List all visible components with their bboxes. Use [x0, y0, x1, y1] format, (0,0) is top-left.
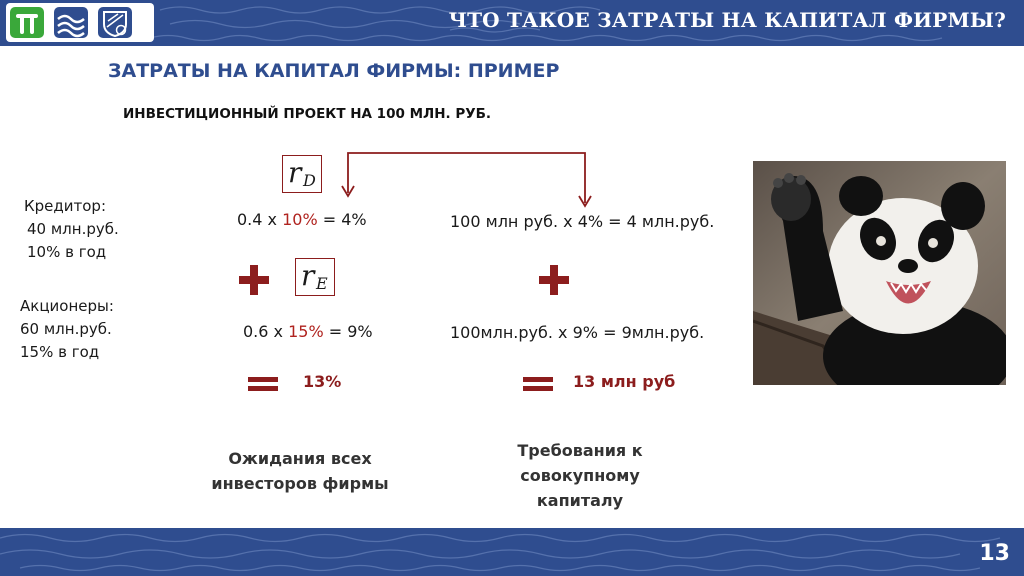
- debt-weight-result: = 4%: [317, 210, 367, 229]
- plus-icon: [539, 270, 569, 290]
- capital-caption-line: капиталу: [536, 491, 624, 510]
- debt-weight-prefix: 0.4 x: [237, 210, 283, 229]
- creditor-label: Кредитор:: [24, 197, 107, 215]
- section-heading: ЗАТРАТЫ НА КАПИТАЛ ФИРМЫ: ПРИМЕР: [108, 60, 560, 82]
- re-letter: r: [301, 259, 315, 292]
- debt-weight-formula: [237, 210, 367, 229]
- slide-title: ЧТО ТАКОЕ ЗАТРАТЫ НА КАПИТАЛ ФИРМЫ?: [448, 8, 1006, 32]
- header-band: [0, 0, 1024, 46]
- capital-caption: [505, 438, 655, 513]
- creditor-rate: 10% в год: [27, 243, 107, 261]
- waves-logo-icon: [54, 7, 88, 38]
- re-symbol-box: [295, 258, 335, 296]
- shareholders-rate: 15% в год: [20, 343, 100, 361]
- capital-caption-line: Требования к: [517, 441, 643, 460]
- equals-icon: [248, 377, 278, 391]
- investors-caption: [195, 446, 405, 496]
- rd-letter: r: [288, 156, 302, 189]
- equity-rate-highlight: 15%: [288, 322, 324, 341]
- equity-amount-formula: 100млн.руб. x 9% = 9млн.руб.: [450, 323, 705, 342]
- page-number: 13: [979, 541, 1010, 566]
- shareholders-block: [20, 295, 114, 364]
- shareholders-amount: 60 млн.руб.: [20, 320, 112, 338]
- investors-caption-line: Ожидания всех: [228, 449, 372, 468]
- debt-rate-highlight: 10%: [282, 210, 318, 229]
- creditor-amount: 40 млн.руб.: [27, 220, 119, 238]
- total-amount-result: 13 млн руб: [573, 372, 676, 391]
- total-rate-result: 13%: [303, 372, 342, 391]
- panda-photo: [753, 161, 1006, 385]
- project-subheading: ИНВЕСТИЦИОННЫЙ ПРОЕКТ НА 100 МЛН. РУБ.: [123, 106, 492, 122]
- footer-band: [0, 528, 1024, 576]
- pi-logo-icon: [10, 7, 44, 38]
- capital-caption-line: совокупному: [520, 466, 640, 485]
- ruble-shield-logo-icon: [98, 7, 132, 38]
- logo: [6, 3, 154, 42]
- equals-icon: [523, 377, 553, 391]
- rd-symbol-box: [282, 155, 322, 193]
- equity-weight-formula: [243, 322, 373, 341]
- rd-subscript: D: [303, 171, 316, 190]
- equity-weight-prefix: 0.6 x: [243, 322, 289, 341]
- shareholders-label: Акционеры:: [20, 297, 114, 315]
- debt-amount-formula: 100 млн руб. x 4% = 4 млн.руб.: [450, 212, 715, 231]
- plus-icon: [239, 270, 269, 290]
- footer-wave-pattern: [0, 528, 1024, 576]
- equity-weight-result: = 9%: [323, 322, 373, 341]
- investors-caption-line: инвесторов фирмы: [211, 474, 389, 493]
- creditor-block: [24, 195, 119, 264]
- re-subscript: E: [316, 274, 328, 293]
